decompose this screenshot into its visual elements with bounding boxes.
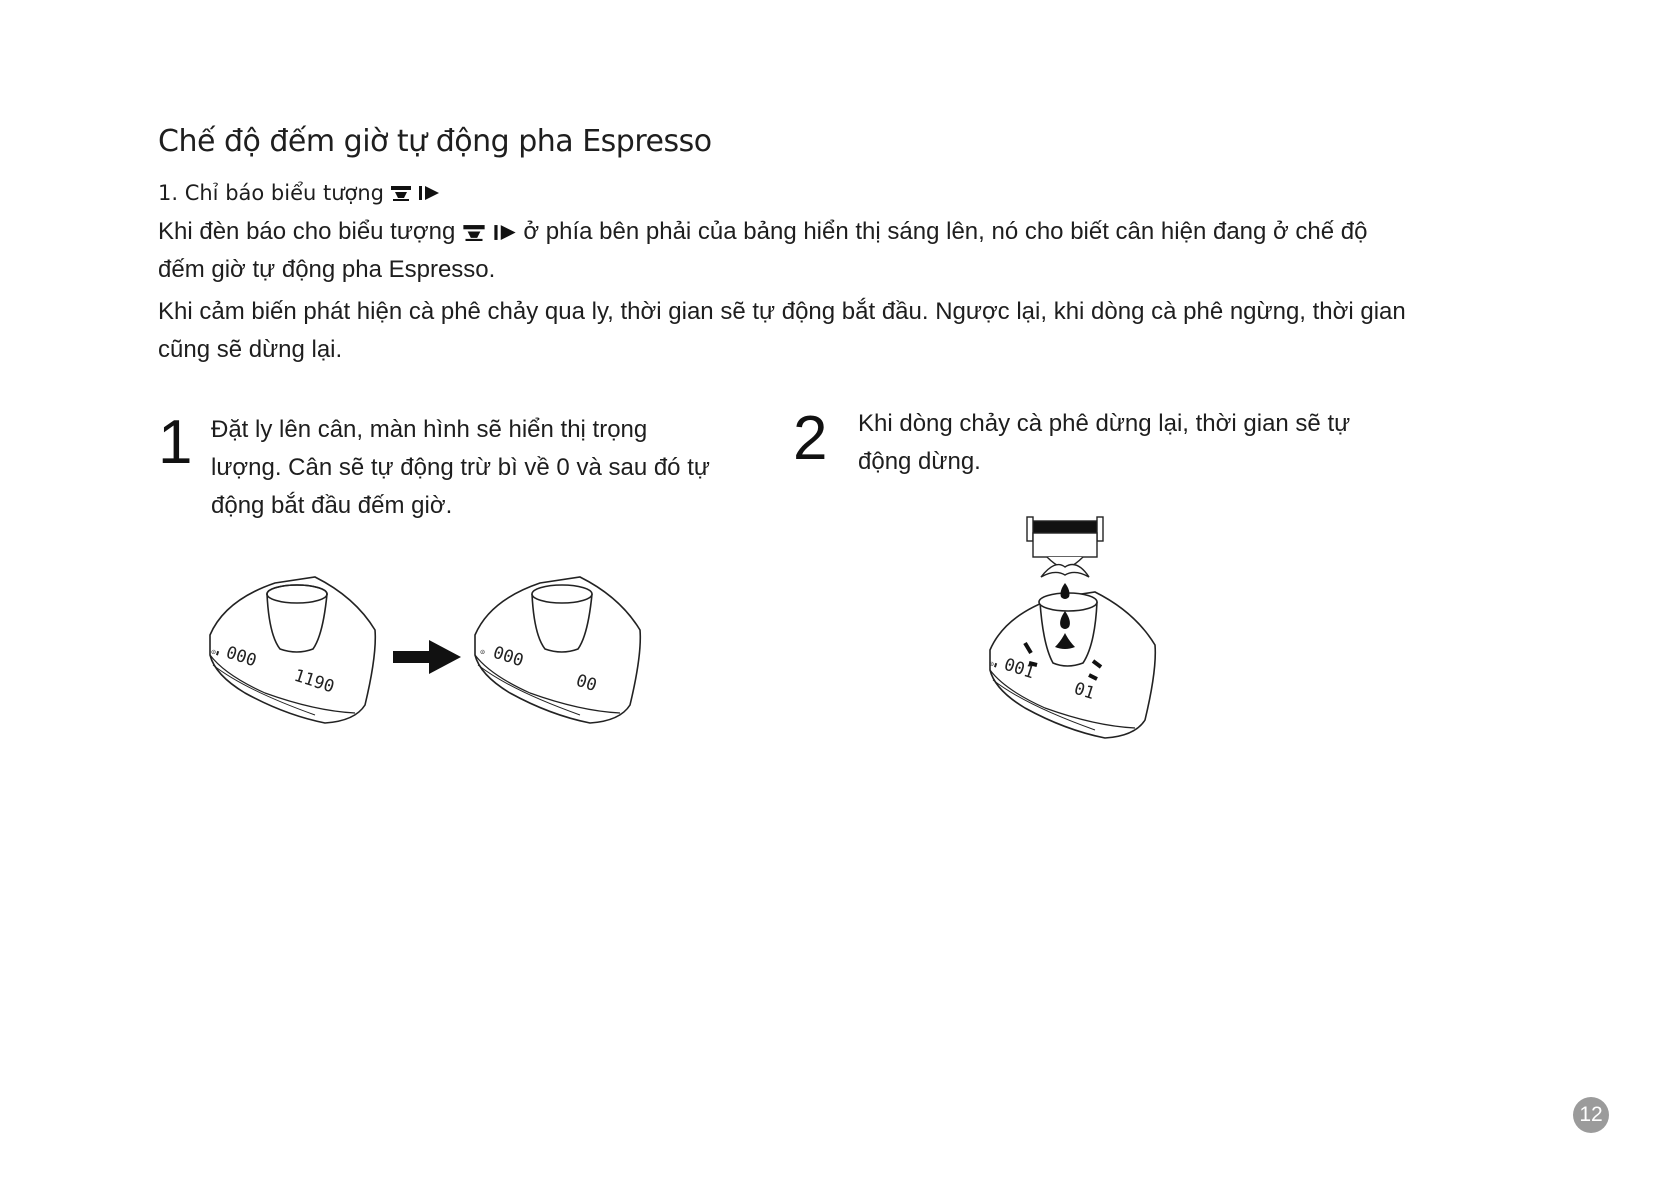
indicator-text-after: ở phía bên phải của bảng hiển thị sáng lên, nó cho biết cân hiện đang ở chế độ đếm giờ tự động pha Espresso. bbox=[158, 218, 1368, 283]
espresso-cup-icon bbox=[390, 185, 412, 201]
espresso-cup-icon bbox=[462, 224, 486, 241]
page-title: Chế độ đếm giờ tự động pha Espresso bbox=[158, 124, 712, 159]
weight-readout: 000 bbox=[223, 642, 259, 672]
indicator-description bbox=[158, 213, 1408, 289]
auto-timer-play-icon bbox=[493, 224, 517, 241]
section-label: 1. Chỉ báo biểu tượng bbox=[158, 181, 385, 205]
scale-before-illustration bbox=[205, 575, 385, 730]
power-icon: ◎▮ bbox=[988, 659, 999, 670]
scale-after-illustration bbox=[470, 575, 650, 730]
step-2-text: Khi dòng chảy cà phê dừng lại, thời gian sẽ tự động dừng. bbox=[858, 410, 1351, 475]
power-icon: ◎ bbox=[479, 647, 486, 657]
step-2-number: 2 bbox=[793, 404, 828, 473]
step-1-number: 1 bbox=[158, 408, 193, 477]
power-icon: ◎▮ bbox=[210, 647, 221, 658]
timer-readout: 01 bbox=[1071, 678, 1098, 705]
scale-brewing-illustration bbox=[985, 515, 1185, 740]
section-heading bbox=[158, 181, 440, 205]
weight-readout: 001 bbox=[1001, 654, 1037, 684]
weight-readout: 000 bbox=[490, 642, 526, 672]
timer-readout: 00 bbox=[573, 670, 600, 697]
arrow-right-icon bbox=[393, 640, 463, 674]
timer-readout: 1190 bbox=[291, 665, 337, 698]
step-1-text: Đặt ly lên cân, màn hình sẽ hiển thị trọng lượng. Cân sẽ tự động trừ bì về 0 và sau đó tự động bắt đầu đếm giờ. bbox=[211, 416, 710, 519]
auto-timer-play-icon bbox=[418, 185, 440, 201]
indicator-text-before: Khi đèn báo cho biểu tượng bbox=[158, 218, 456, 245]
page-number: 12 bbox=[1573, 1097, 1609, 1133]
sensor-description: Khi cảm biến phát hiện cà phê chảy qua ly, thời gian sẽ tự động bắt đầu. Ngược lại, khi dòng cà phê ngừng, thời gian cũng sẽ dừng lại. bbox=[158, 298, 1406, 363]
